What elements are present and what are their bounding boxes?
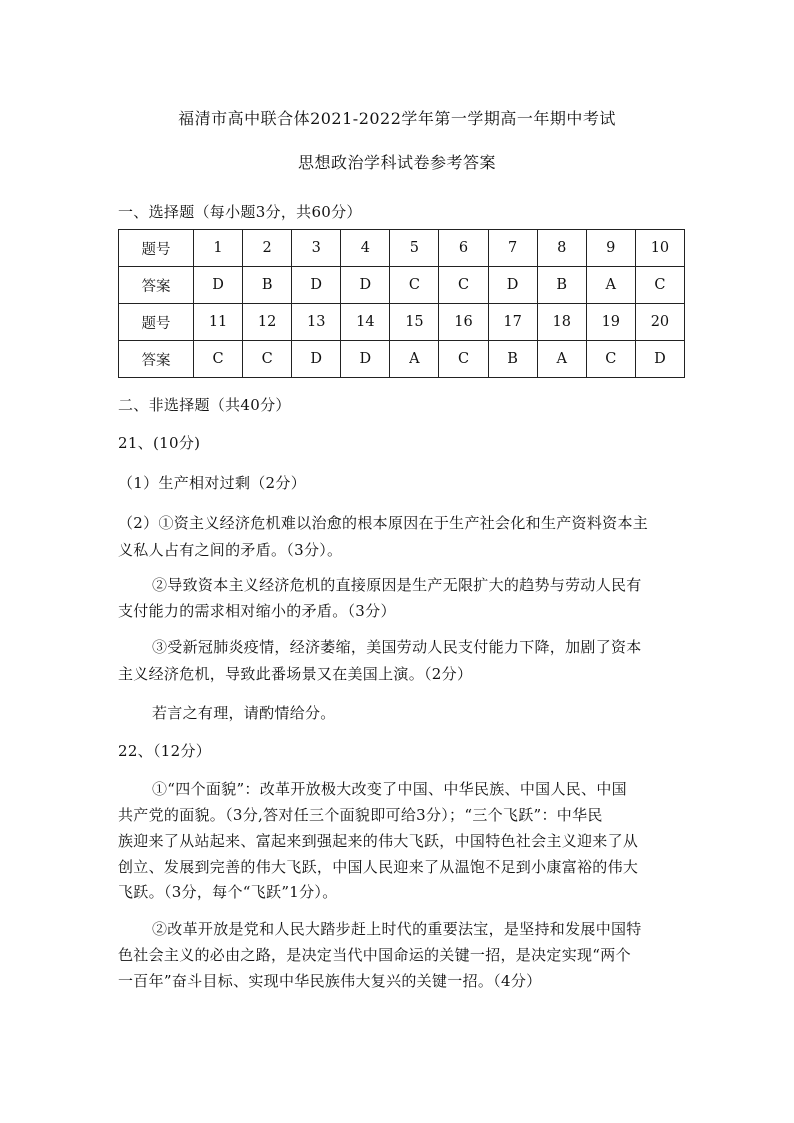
- table-cell: D: [292, 341, 341, 378]
- table-cell: C: [586, 341, 635, 378]
- answer-table: [118, 229, 685, 378]
- table-cell: C: [439, 341, 488, 378]
- table-cell: 7: [488, 230, 537, 267]
- table-cell: B: [243, 267, 292, 304]
- row-label-answer: 答案: [119, 341, 194, 378]
- table-cell: D: [292, 267, 341, 304]
- section1-heading: 一、选择题（每小题3分，共60分）: [118, 203, 362, 221]
- table-cell: C: [194, 341, 243, 378]
- q22-point1-line4: 创立、发展到完善的伟大飞跃，中国人民迎来了从温饱不足到小康富裕的伟大: [118, 858, 639, 876]
- table-cell: D: [194, 267, 243, 304]
- q22-heading: 22、（12分）: [118, 742, 212, 760]
- table-cell: B: [488, 341, 537, 378]
- q22-point1-line2: 共产党的面貌。（3分,答对任三个面貌即可给3分）；“三个飞跃”：中华民: [118, 806, 603, 824]
- q21-heading: 21、(10分): [118, 434, 201, 452]
- q22-point2-line3: 一百年”奋斗目标、实现中华民族伟大复兴的关键一招。（4分）: [118, 972, 542, 990]
- table-cell: 20: [635, 304, 684, 341]
- table-cell: D: [341, 267, 390, 304]
- table-cell: C: [635, 267, 684, 304]
- q21-point2-line2: 支付能力的需求相对缩小的矛盾。（3分）: [118, 602, 396, 620]
- table-cell: 5: [390, 230, 439, 267]
- q22-point1-line3: 族迎来了从站起来、富起来到强起来的伟大飞跃，中国特色社会主义迎来了从: [118, 832, 639, 850]
- table-cell: 17: [488, 304, 537, 341]
- row-label-number: 题号: [119, 230, 194, 267]
- table-cell: D: [635, 341, 684, 378]
- table-cell: 11: [194, 304, 243, 341]
- table-row: [119, 304, 685, 341]
- q21-part2-line2: 义私人占有之间的矛盾。（3分）。: [118, 541, 343, 559]
- table-cell: 13: [292, 304, 341, 341]
- table-cell: A: [537, 341, 586, 378]
- table-row: [119, 230, 685, 267]
- table-cell: 4: [341, 230, 390, 267]
- q22-point2-line2: 色社会主义的必由之路，是决定当代中国命运的关键一招，是决定实现“两个: [118, 946, 631, 964]
- table-cell: 1: [194, 230, 243, 267]
- exam-subtitle: 思想政治学科试卷参考答案: [297, 153, 496, 172]
- table-cell: 2: [243, 230, 292, 267]
- q21-part1: （1）生产相对过剩（2分）: [118, 474, 306, 492]
- table-cell: 9: [586, 230, 635, 267]
- q21-part2-line1: （2）①资主义经济危机难以治愈的根本原因在于生产社会化和生产资料资本主: [118, 514, 649, 532]
- table-cell: B: [537, 267, 586, 304]
- table-cell: 14: [341, 304, 390, 341]
- table-cell: 8: [537, 230, 586, 267]
- table-cell: C: [390, 267, 439, 304]
- table-row: [119, 267, 685, 304]
- table-cell: A: [586, 267, 635, 304]
- table-row: [119, 341, 685, 378]
- q22-point1-line1: ①“四个面貌”：改革开放极大改变了中国、中华民族、中国人民、中国: [152, 780, 627, 798]
- table-cell: 15: [390, 304, 439, 341]
- table-cell: C: [243, 341, 292, 378]
- table-cell: D: [488, 267, 537, 304]
- table-cell: 10: [635, 230, 684, 267]
- q21-point2-line1: ②导致资本主义经济危机的直接原因是生产无限扩大的趋势与劳动人民有: [152, 576, 642, 594]
- table-cell: 18: [537, 304, 586, 341]
- table-cell: 12: [243, 304, 292, 341]
- row-label-number: 题号: [119, 304, 194, 341]
- exam-title: 福清市高中联合体2021-2022学年第一学期高一年期中考试: [178, 109, 616, 128]
- section2-heading: 二、非选择题（共40分）: [118, 396, 291, 414]
- q22-point2-line1: ②改革开放是党和人民大踏步赶上时代的重要法宝，是坚持和发展中国特: [152, 920, 642, 938]
- table-cell: C: [439, 267, 488, 304]
- row-label-answer: 答案: [119, 267, 194, 304]
- table-cell: 19: [586, 304, 635, 341]
- table-cell: 3: [292, 230, 341, 267]
- table-cell: A: [390, 341, 439, 378]
- q22-point1-line5: 飞跃。（3分，每个“飞跃”1分）。: [118, 883, 338, 901]
- table-cell: 6: [439, 230, 488, 267]
- q21-grading-note: 若言之有理，请酌情给分。: [152, 704, 336, 722]
- table-cell: D: [341, 341, 390, 378]
- q21-point3-line2: 主义经济危机，导致此番场景又在美国上演。（2分）: [118, 665, 473, 683]
- q21-point3-line1: ③受新冠肺炎疫情，经济萎缩，美国劳动人民支付能力下降，加剧了资本: [152, 638, 642, 656]
- table-cell: 16: [439, 304, 488, 341]
